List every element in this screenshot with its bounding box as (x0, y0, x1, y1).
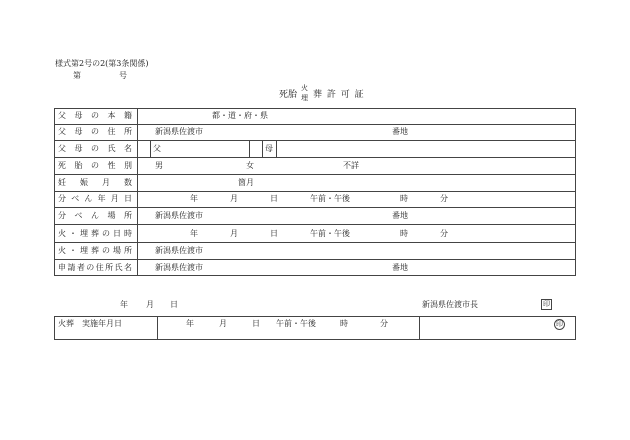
label-parents-address: 父 母 の 住 所 (58, 127, 132, 136)
cremation-month: 月 (219, 319, 227, 328)
number-suffix: 号 (119, 71, 127, 80)
mother-label: 母 (265, 144, 273, 153)
delivery-ampm: 午前・午後 (310, 194, 350, 203)
mayor-title: 新潟県佐渡市長 (422, 300, 478, 309)
father-label: 父 (153, 144, 161, 153)
title-left: 死胎 (279, 90, 298, 100)
delivery-hour: 時 (400, 194, 408, 203)
sex-female: 女 (246, 161, 254, 170)
applicant-banchi: 番地 (392, 263, 408, 272)
burial-day: 日 (270, 229, 278, 238)
cremation-day: 日 (252, 319, 260, 328)
label-stillbirth-sex: 死 胎 の 性 別 (58, 161, 132, 170)
parents-address-city: 新潟県佐渡市 (155, 127, 203, 136)
label-parents-name: 父 母 の 氏 名 (58, 144, 132, 153)
applicant-city: 新潟県佐渡市 (155, 263, 203, 272)
label-parents-domicile: 父 母 の 本 籍 (58, 111, 132, 120)
sex-male: 男 (155, 161, 163, 170)
burial-minute: 分 (440, 229, 448, 238)
delivery-minute: 分 (440, 194, 448, 203)
burial-hour: 時 (400, 229, 408, 238)
months-unit: 箇月 (238, 178, 254, 187)
label-burial-datetime: 火 ・ 埋 葬 の 日 時 (58, 229, 132, 238)
burial-month: 月 (230, 229, 238, 238)
cremation-year: 年 (186, 319, 194, 328)
main-table (54, 108, 576, 276)
label-applicant: 申 請 者 の 住 所 氏 名 (58, 263, 132, 272)
number-prefix: 第 (73, 71, 81, 80)
mayor-seal-icon: 印 (543, 300, 550, 308)
delivery-year: 年 (190, 194, 198, 203)
issue-month: 月 (146, 300, 154, 309)
burial-ampm: 午前・午後 (310, 229, 350, 238)
label-burial-place: 火 ・ 埋 葬 の 場 所 (58, 246, 132, 255)
cremation-ampm: 午前・午後 (276, 319, 316, 328)
delivery-place-banchi: 番地 (392, 211, 408, 220)
parents-address-banchi: 番地 (392, 127, 408, 136)
delivery-day: 日 (270, 194, 278, 203)
delivery-month: 月 (230, 194, 238, 203)
cremation-minute: 分 (380, 319, 388, 328)
label-delivery-place: 分 べ ん 場 所 (58, 211, 132, 220)
form-reference: 様式第2号の2(第3条関係) (55, 59, 149, 68)
title-bury: 埋 (301, 94, 308, 102)
label-pregnancy-months: 妊 娠 月 数 (58, 178, 132, 187)
title-fire: 火 (301, 84, 308, 92)
title-right: 葬 許 可 証 (313, 90, 365, 100)
delivery-place-city: 新潟県佐渡市 (155, 211, 203, 220)
issue-year: 年 (120, 300, 128, 309)
prefecture-options: 都・道・府・県 (212, 111, 268, 120)
burial-year: 年 (190, 229, 198, 238)
burial-place-city: 新潟県佐渡市 (155, 246, 203, 255)
cremation-hour: 時 (340, 319, 348, 328)
cremation-label: 火葬 実施年月日 (58, 319, 122, 328)
cremation-seal-icon: 印 (556, 320, 563, 328)
label-delivery-date: 分 べ ん 年 月 日 (58, 194, 132, 203)
sex-unknown: 不詳 (343, 161, 359, 170)
issue-day: 日 (170, 300, 178, 309)
